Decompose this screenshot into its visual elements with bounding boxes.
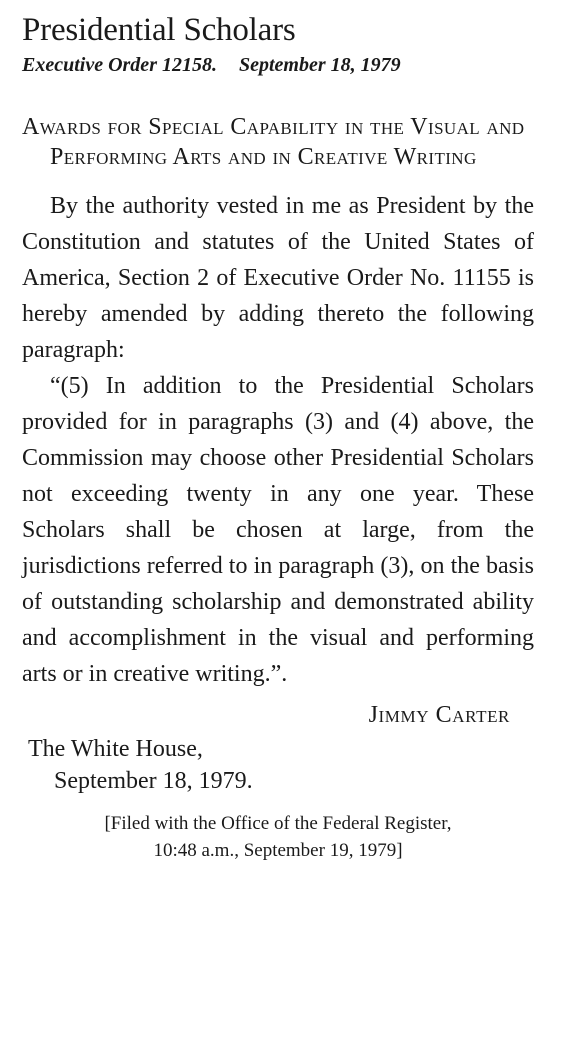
executive-order-date: September 18, 1979 xyxy=(238,54,401,76)
document-subtitle xyxy=(22,50,534,80)
executive-order-number: Executive Order 12158. xyxy=(22,54,217,76)
body-paragraph-2: “(5) In addition to the Presidential Scholars provided for in paragraphs (3) and (4) above, the Commission may choose other Presidential Scholars not exceeding twenty in any one year. These Scholars shall be chosen at large, from the jurisdictions referred to in paragraph (3), on the basis of outstanding scholarship and demonstrated ability and accomplishment in the visual and performing arts or in creative writing.”. xyxy=(22,373,534,687)
closing-date: September 18, 1979. xyxy=(54,768,253,794)
filing-note xyxy=(22,810,534,864)
signature: Jimmy Carter xyxy=(368,702,510,728)
document-title: Presidential Scholars xyxy=(22,12,296,48)
order-heading: Awards for Special Capability in the Visual and Performing Arts and in Creative Writing xyxy=(22,114,525,170)
filing-note-line-2: 10:48 a.m., September 19, 1979] xyxy=(153,840,403,861)
closing-place: The White House, xyxy=(28,736,203,762)
body-paragraph-1: By the authority vested in me as President by the Constitution and statutes of the United States of America, Section 2 of Executive Order No. 11155 is hereby amended by adding thereto the following paragraph: xyxy=(22,193,534,363)
filing-note-line-1: [Filed with the Office of the Federal Register, xyxy=(104,813,452,834)
